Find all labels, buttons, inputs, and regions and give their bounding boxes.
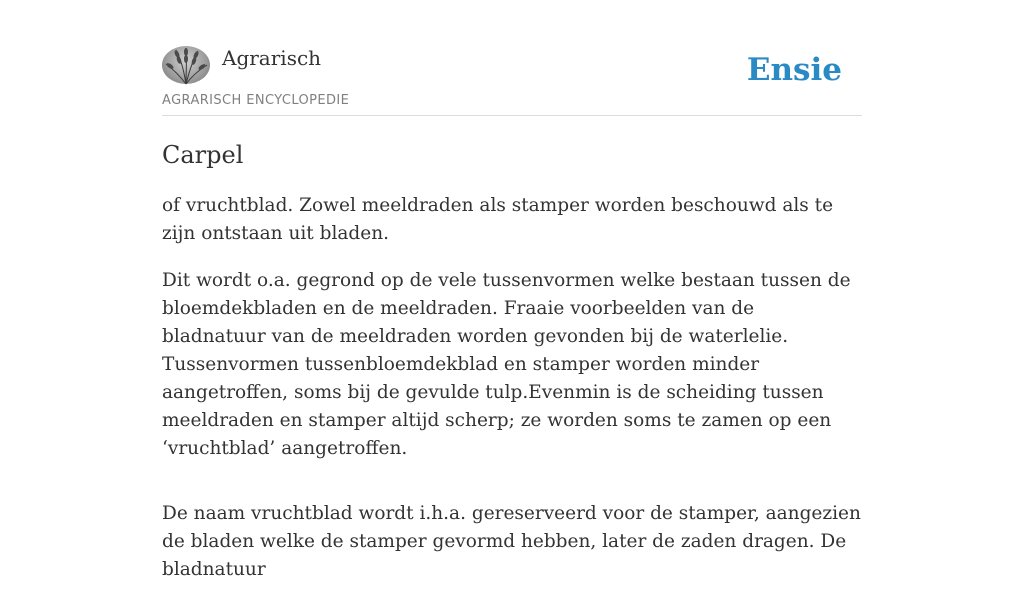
category-subtitle: AGRARISCH ENCYCLOPEDIE xyxy=(162,93,350,108)
entry-body xyxy=(162,192,862,603)
entry-paragraph: De naam vruchtblad wordt i.h.a. gereserveerd voor de stamper, aangezien de bladen welke de stamper gevormd hebben, later de zaden dragen. De bladnatuur xyxy=(162,503,861,580)
entry-title: Carpel xyxy=(162,141,244,169)
entry-paragraph: of vruchtblad. Zowel meeldraden als stamper worden beschouwd als te zijn ontstaan uit bladen. xyxy=(162,195,834,244)
brand-logo[interactable]: Ensie xyxy=(746,52,842,88)
category-title[interactable]: Agrarisch xyxy=(222,46,322,70)
site-header xyxy=(162,46,862,116)
wheat-ears-icon[interactable] xyxy=(162,46,210,84)
entry-paragraph: Dit wordt o.a. gegrond op de vele tussenvormen welke bestaan tussen de bloemdekbladen en de meeldraden. Fraaie voorbeelden van de bladnatuur van de meeldraden worden gevonden bij de waterlelie. Tussenvormen tussenbloemdekblad en stamper worden minder aangetroffen, soms bij de gevulde tulp.Evenmin is de scheiding tussen meeldraden en stamper altijd scherp; ze worden soms te zamen op een ‘vruchtblad’ aangetroffen. xyxy=(162,270,851,459)
